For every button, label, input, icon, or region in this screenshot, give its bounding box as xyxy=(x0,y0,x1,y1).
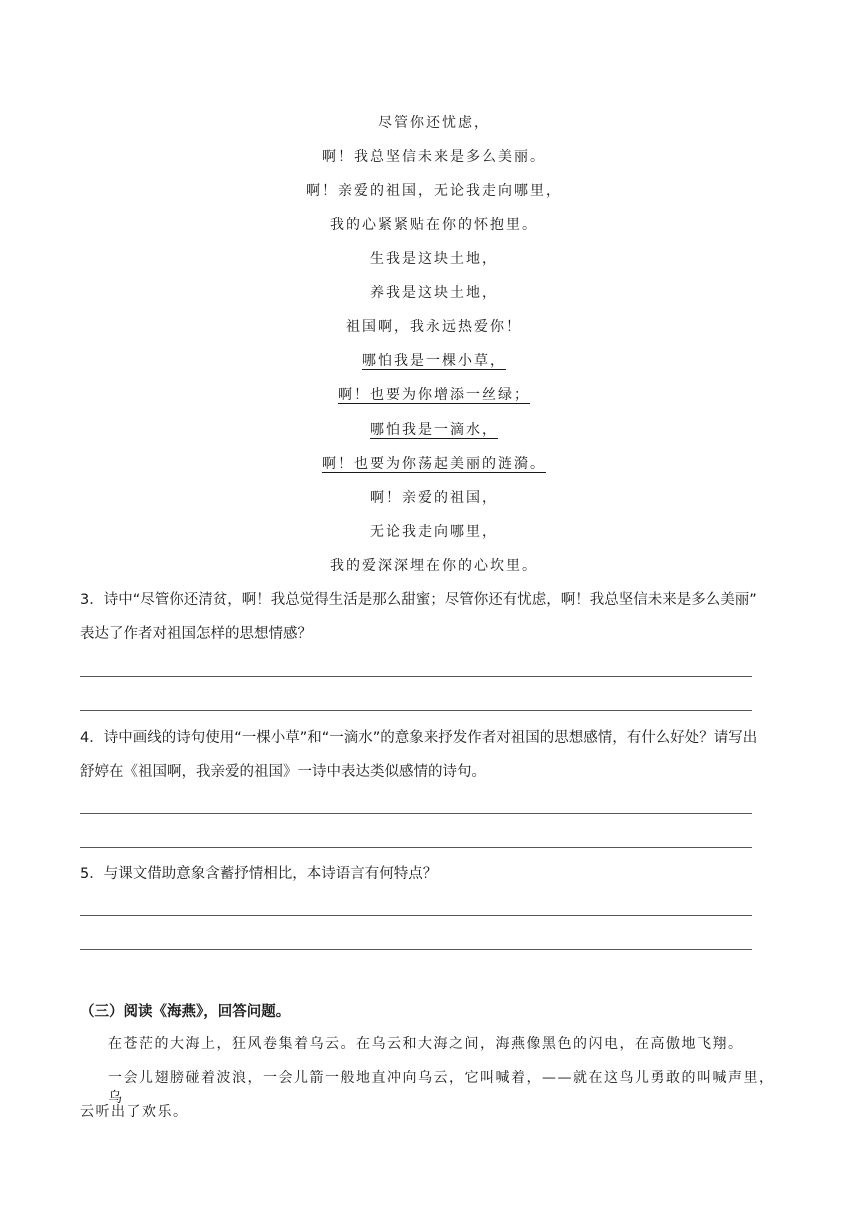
answer-line[interactable] xyxy=(80,915,752,916)
poem-line: 无论我走向哪里， xyxy=(370,524,498,540)
poem-line: 我的心紧紧贴在你的怀抱里。 xyxy=(330,217,538,233)
question-3-line-2: 表达了作者对祖国怎样的思想情感？ xyxy=(80,626,312,642)
poem-line: 啊！亲爱的祖国， xyxy=(370,490,498,506)
poem-line: 我的爱深深埋在你的心坎里。 xyxy=(330,558,538,574)
poem-line: 养我是这块土地， xyxy=(370,285,498,301)
question-4-line-1: 4．诗中画线的诗句使用“一棵小草”和“一滴水”的意象来抒发作者对祖国的思想感情，有什么好处？请写出 xyxy=(80,730,758,746)
paragraph: 在苍茫的大海上，狂风卷集着乌云。在乌云和大海之间，海燕像黑色的闪电，在高傲地飞翔。 xyxy=(108,1036,744,1052)
question-4-line-2: 舒婷在《祖国啊，我亲爱的祖国》一诗中表达类似感情的诗句。 xyxy=(80,764,486,780)
answer-line[interactable] xyxy=(80,710,752,711)
question-3-line-1: 3．诗中“尽管你还清贫，啊！我总觉得生活是那么甜蜜；尽管你还有忧虑，啊！我总坚信未来是多么美丽” xyxy=(80,592,757,608)
poem-line: 尽管你还忧虑， xyxy=(378,115,490,131)
answer-line[interactable] xyxy=(80,813,752,814)
paragraph: 一会儿翅膀碰着波浪，一会儿箭一般地直冲向乌云，它叫喊着，——就在这鸟儿勇敢的叫喊声里，乌 xyxy=(108,1070,775,1106)
poem-line: 生我是这块土地， xyxy=(370,251,498,267)
poem-line: 啊！我总坚信未来是多么美丽。 xyxy=(322,149,546,165)
answer-line[interactable] xyxy=(80,847,752,848)
poem-line-underlined: 哪怕我是一棵小草， xyxy=(362,353,506,369)
poem-line-underlined: 啊！也要为你荡起美丽的涟漪。 xyxy=(322,456,546,472)
answer-line[interactable] xyxy=(80,949,752,950)
section-heading: （三）阅读《海燕》，回答问题。 xyxy=(80,1004,291,1020)
answer-line[interactable] xyxy=(80,676,752,677)
poem-line-underlined: 哪怕我是一滴水， xyxy=(370,422,498,438)
poem-line: 啊！亲爱的祖国，无论我走向哪里， xyxy=(306,183,562,199)
poem-line-underlined: 啊！也要为你增添一丝绿； xyxy=(338,387,530,403)
poem-line: 祖国啊，我永远热爱你！ xyxy=(346,319,522,335)
question-5: 5．与课文借助意象含蓄抒情相比，本诗语言有何特点？ xyxy=(80,866,438,882)
paragraph-continuation: 云听出了欢乐。 xyxy=(80,1104,189,1120)
